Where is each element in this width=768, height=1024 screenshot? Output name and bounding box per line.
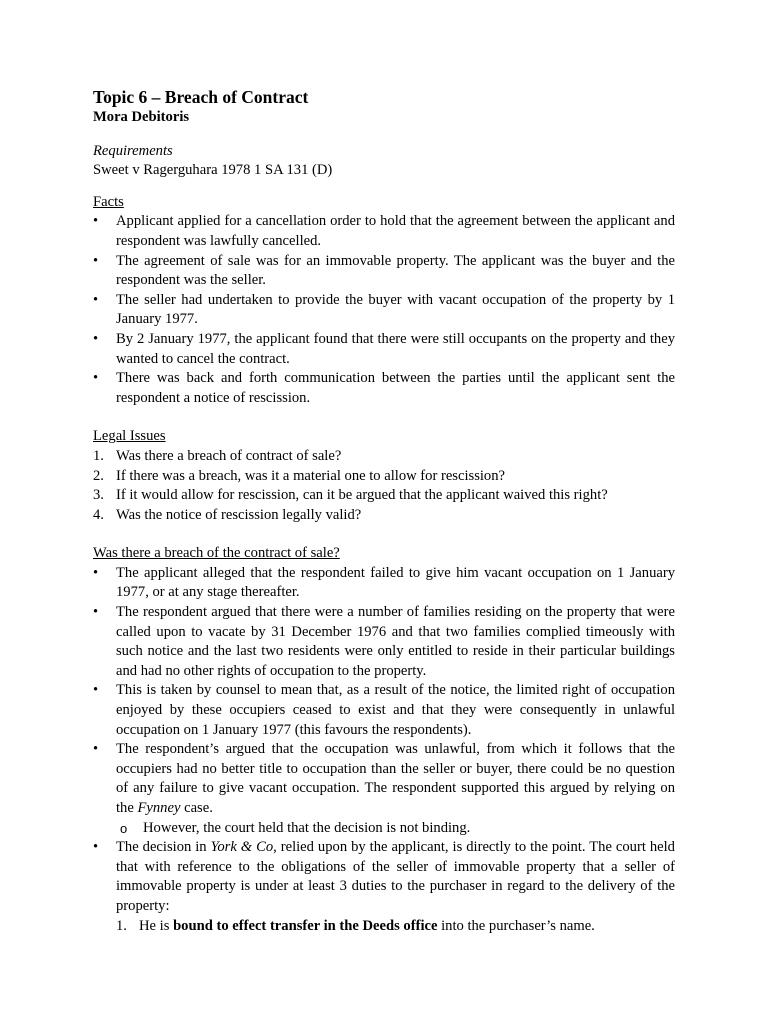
list-item (93, 486, 675, 506)
list-item: • The seller had undertaken to provide the buyer with vacant occupation of the property by 1 January 1977. (93, 291, 675, 330)
list-item: • The respondent argued that there were a number of families residing on the property that were called upon to vacate by 31 December 1976 and that two families complied timeously with such notice and the last two residents were only entitled to reside in their particular buildings and had no other rights of occupation to the property. (93, 603, 675, 681)
duties-list (116, 917, 675, 937)
list-text: Was there a breach of contract of sale? (116, 447, 342, 464)
list-number: 4. (93, 506, 104, 523)
item-text: , relied upon by the applicant, is directly to the point. The court held that with reference to the obligations of the seller of immovable property that a seller of immovable property is under at least 3 duties to the purchaser in regard to the delivery of the property: (116, 839, 675, 914)
sub-list-item: o However, the court held that the decision is not binding. (116, 819, 675, 839)
breach-list (93, 564, 675, 936)
list-item: • This is taken by counsel to mean that, as a result of the notice, the limited right of occupation enjoyed by these occupiers ceased to exist and that they were consequently in unlawful occupation on 1 January 1977 (this favours the respondents). (93, 681, 675, 740)
facts-heading: Facts (93, 193, 124, 210)
list-item: • By 2 January 1977, the applicant found that there were still occupants on the property and they wanted to cancel the contract. (93, 330, 675, 369)
list-item: • There was back and forth communication between the parties until the applicant sent the respondent a notice of rescission. (93, 369, 675, 408)
sub-list (116, 819, 675, 839)
list-number: 2. (93, 467, 104, 484)
document-page (93, 86, 675, 936)
item-text: case. (180, 800, 213, 816)
case-citation: Sweet v Ragerguhara 1978 1 SA 131 (D) (93, 162, 333, 179)
legal-issues-list (93, 447, 675, 525)
requirements-label: Requirements (93, 142, 173, 159)
list-item (93, 740, 675, 838)
facts-list (93, 212, 675, 408)
list-text: If there was a breach, was it a material one to allow for rescission? (116, 467, 506, 484)
list-number: 1. (116, 917, 127, 934)
list-item (116, 917, 675, 937)
list-item (93, 447, 675, 467)
list-item (93, 838, 675, 936)
legal-issues-heading: Legal Issues (93, 428, 166, 445)
list-item: • The agreement of sale was for an immovable property. The applicant was the buyer and the respondent was the seller. (93, 252, 675, 291)
item-text: The decision in (116, 839, 211, 856)
document-author: Mora Debitoris (93, 109, 190, 125)
item-text: into the purchaser’s name. (437, 917, 595, 934)
list-number: 3. (93, 487, 104, 504)
list-number: 1. (93, 447, 104, 464)
bold-text: bound to effect transfer in the Deeds office (173, 917, 438, 934)
breach-heading: Was there a breach of the contract of sale? (93, 545, 340, 562)
item-text: The respondent’s argued that the occupation was unlawful, from which it follows that the occupiers had no better title to occupation than the seller or buyer, there could be no question of any failure to give vacant occupation. The respondent supported this argued by relying on the (116, 741, 675, 816)
list-item (93, 467, 675, 487)
case-name: Fynney (137, 800, 181, 816)
case-name: York & Co (210, 839, 274, 856)
list-item (93, 506, 675, 526)
list-item: • The applicant alleged that the respondent failed to give him vacant occupation on 1 January 1977, or at any stage thereafter. (93, 564, 675, 603)
list-text: Was the notice of rescission legally valid? (116, 506, 362, 523)
list-item: • Applicant applied for a cancellation order to hold that the agreement between the applicant and respondent was lawfully cancelled. (93, 212, 675, 251)
document-title: Topic 6 – Breach of Contract (93, 87, 309, 107)
list-text: If it would allow for rescission, can it be argued that the applicant waived this right? (116, 487, 608, 504)
item-text: He is (139, 917, 174, 934)
